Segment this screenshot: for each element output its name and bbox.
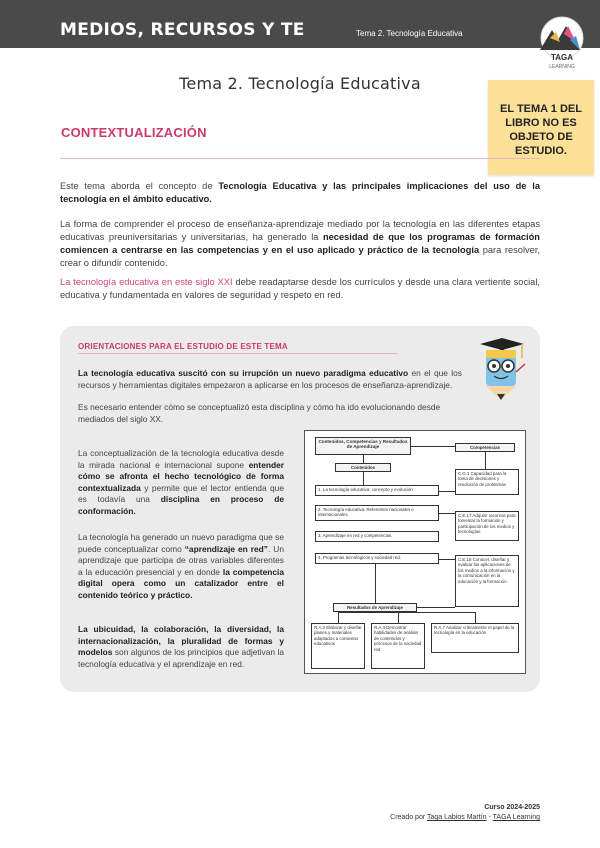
diagram-connector: [338, 612, 339, 623]
section-divider: [60, 158, 540, 159]
text-span: . Un aprendizaje que participa de otras variables diferentes a la educación presencial y en donde: [78, 543, 284, 577]
diagram-competence-item: C.E.17 Adquirir recursos para fomentar la formación y participación de los medios y tecnologías: [455, 511, 519, 541]
bold-span: “aprendizaje en red”: [184, 543, 268, 554]
text-span: La forma de comprender el proceso de enseñanza-aprendizaje mediado por la tecnología en las diferentes etapas educativas preuniversitarias y universitarias, ha generado la: [60, 219, 540, 242]
orientaciones-paragraph-3: [78, 532, 284, 601]
logo-text: TAGA: [550, 53, 574, 62]
diagram-competence-item: C.G.1 Capacidad para la toma de decisiones y resolución de problemas: [455, 469, 519, 495]
diagram-connector: [363, 455, 364, 463]
course-title: MEDIOS, RECURSOS Y TE: [60, 20, 305, 40]
text-span: son algunos de los principios que adjetivan la tecnología educativa y el aprendizaje en red.: [78, 647, 284, 669]
diagram-connector: [398, 612, 399, 623]
orientaciones-paragraph-1: [78, 368, 462, 391]
text-span: La conceptualización de la tecnología educativa desde la mirada nacional e internacional supone: [78, 448, 284, 470]
diagram-connector: [439, 559, 455, 560]
diagram-connector: [338, 612, 476, 613]
logo-sub: LEARNING: [549, 64, 575, 70]
text-span: debe readaptarse desde los currículos y desde una clara vertiente social, educativa y fundamentada en valores de seguridad y respeto en red.: [60, 277, 541, 300]
highlight-span: La tecnología educativa en este siglo XXI: [60, 277, 233, 287]
diagram-content-item: 1. La tecnología educativa: concepto y evolución: [315, 485, 439, 496]
diagram-connector: [417, 607, 455, 608]
text-span: Creado por: [390, 814, 427, 821]
diagram-contenidos-header: Contenidos: [335, 463, 391, 472]
text-span: -: [486, 814, 493, 821]
bold-span: La ubicuidad, la colaboración, la diversidad, la internacionalización, la pluralidad de formas y modelos: [78, 624, 284, 657]
diagram-competencias-header: Competencias: [455, 443, 515, 452]
text-span: La tecnología ha generado un nuevo paradigma que se puede conceptualizar como: [78, 532, 284, 554]
intro-paragraph-2: [60, 218, 540, 270]
sticky-line: OBJETO DE: [509, 131, 573, 143]
diagram-connector: [439, 491, 455, 492]
text-span: y permite que el lector entienda que es todavía una: [78, 482, 284, 504]
page-title: Tema 2. Tecnología Educativa: [179, 74, 421, 93]
orientaciones-divider: [78, 353, 398, 354]
diagram-connector: [411, 446, 455, 447]
intro-paragraph-1: [60, 180, 540, 206]
author-link[interactable]: Taga Labios Martín: [427, 814, 487, 821]
diagram-content-item: 3. Aprendizaje en red y competencias.: [315, 531, 439, 542]
competencias-diagram: [304, 430, 526, 674]
diagram-connector: [439, 513, 455, 514]
bold-span: necesidad de que los programas de formación comiencen a centrarse en las competencias y en el uso aplicado y práctico de la tecnología: [60, 232, 540, 255]
pencil-mascot-icon: [470, 336, 526, 402]
taga-logo-icon: [530, 16, 594, 72]
orientaciones-paragraph-1b: [78, 402, 462, 425]
sticky-line: EL TEMA 1 DEL: [500, 103, 582, 115]
diagram-title: Contenidos, Competencias y Resultados de Aprendizaje: [315, 437, 411, 455]
footer-credit: [390, 814, 540, 821]
org-link[interactable]: TAGA Learning: [492, 814, 540, 821]
section-title: CONTEXTUALIZACIÓN: [61, 125, 207, 140]
text-span: en el que los recursos y herramientas digitales empezaron a aplicarse en los procesos de enseñanza-aprendizaje.: [78, 368, 462, 390]
orientaciones-paragraph-4: [78, 624, 284, 670]
text-span: para resolver, crear o difundir contenido.: [60, 245, 540, 268]
footer-course: Curso 2024-2025: [484, 804, 540, 811]
diagram-connector: [475, 612, 476, 623]
diagram-connector: [363, 472, 364, 485]
diagram-content-item: 2. Tecnología educativa. Referentes nacionales e internacionales.: [315, 505, 439, 521]
orientaciones-paragraph-2: [78, 448, 284, 517]
bold-span: Tecnología Educativa y las principales implicaciones del uso de la tecnología en el ámbito educativo.: [60, 181, 541, 204]
diagram-result-item: R.A.3 Elaborar y diseñar planes y materiales adaptados a contextos educativos: [311, 623, 365, 669]
diagram-connector: [485, 452, 486, 469]
orientaciones-title: ORIENTACIONES PARA EL ESTUDIO DE ESTE TEMA: [78, 342, 288, 351]
sticky-note: [488, 80, 594, 175]
diagram-resultados-header: Resultados de Aprendizaje: [333, 603, 417, 612]
header-topic: Tema 2. Tecnología Educativa: [356, 29, 463, 38]
diagram-competence-item: C.E.18 Conocer, diseñar y evaluar las aplicaciones de los medios a la información y la comunicación en la educación y la formación.: [455, 555, 519, 607]
bold-span: la competencia digital opera como un catalizador entre el contenido teórico y práctico.: [78, 566, 284, 600]
sticky-line: LIBRO NO ES: [505, 117, 577, 129]
text-span: Este tema aborda el concepto de: [60, 181, 219, 191]
diagram-content-item: 4. Programas tecnológicos y sociedad red.: [315, 553, 439, 564]
bold-span: disciplina en proceso de conformación.: [78, 494, 284, 516]
text-span: Es necesario entender cómo se conceptualizó esta disciplina y cómo ha ido evolucionando desde mediados del siglo XX.: [78, 402, 441, 424]
diagram-result-item: R.A.4 Demostrar habilidades de análisis de contenidos y procesos de la sociedad red: [371, 623, 425, 669]
intro-paragraph-3: [60, 276, 540, 302]
diagram-result-item: R.A.7 Analizar críticamente el papel de la tecnología en la educación: [431, 623, 519, 653]
bold-span: entender cómo se afronta el hecho tecnológico de forma contextualizada: [78, 459, 284, 493]
bold-span: La tecnología educativa suscitó con su irrupción un nuevo paradigma educativo: [78, 368, 409, 378]
sticky-line: ESTUDIO.: [515, 145, 567, 157]
diagram-connector: [375, 564, 376, 603]
